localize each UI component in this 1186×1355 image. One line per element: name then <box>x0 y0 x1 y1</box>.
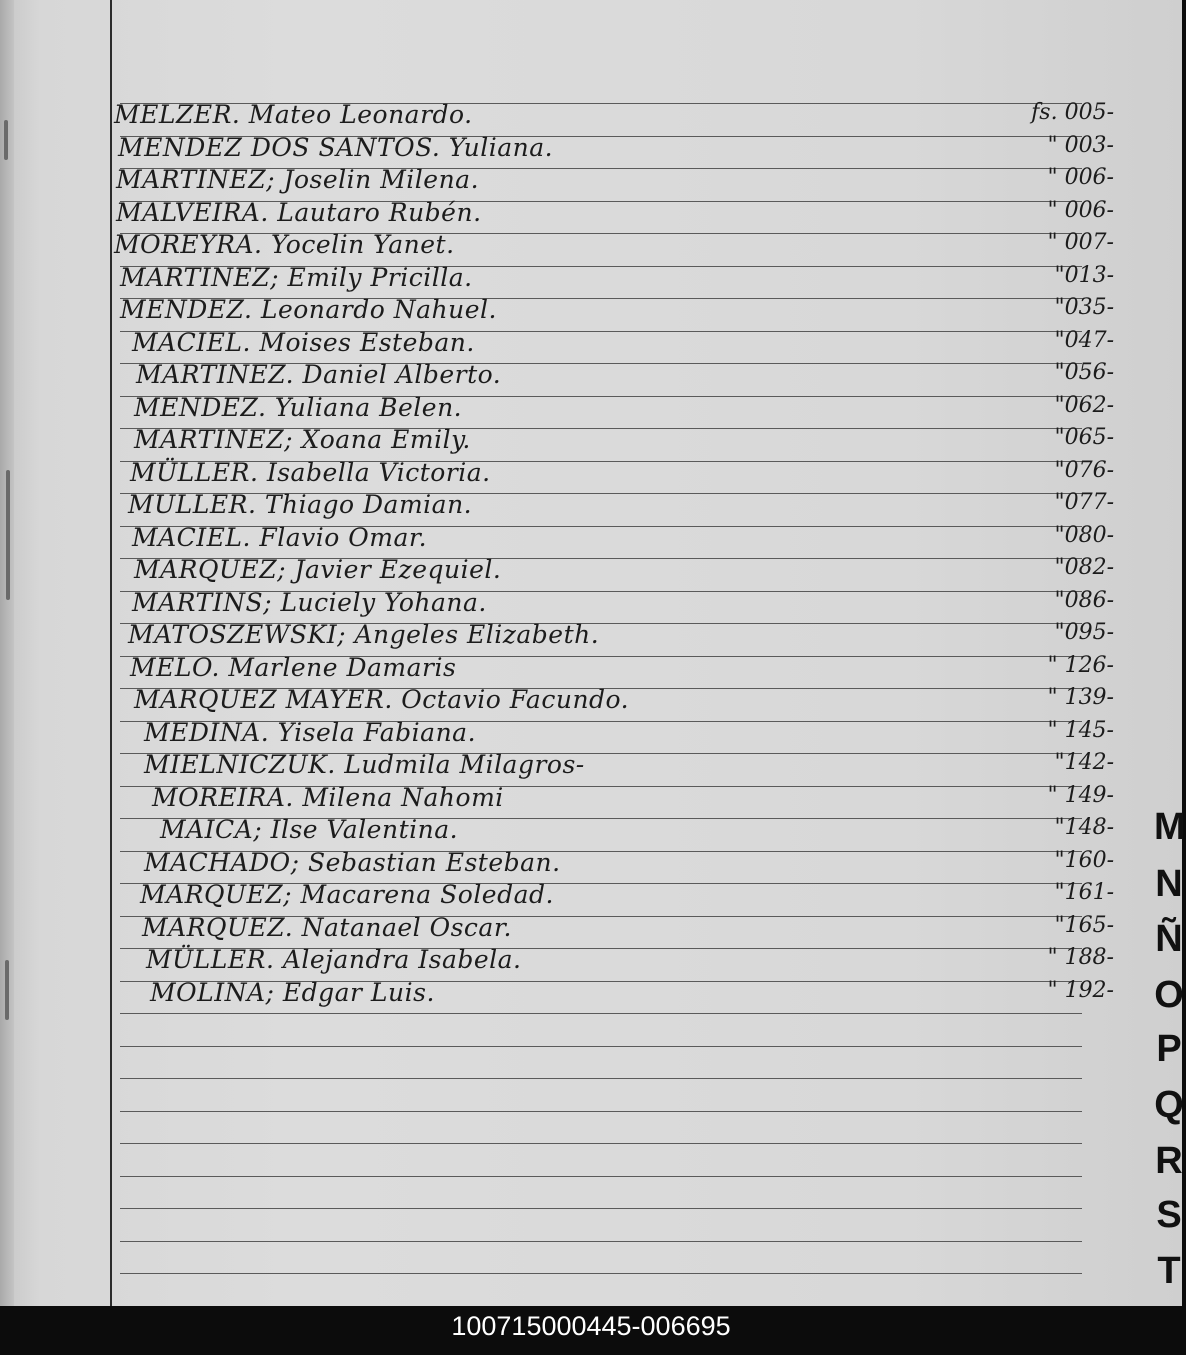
entry-name: MARTINEZ; Joselin Milena. <box>116 165 480 194</box>
index-tabs <box>1112 800 1186 1306</box>
ruled-line <box>120 1176 1082 1177</box>
list-item <box>146 945 1114 978</box>
entry-folio: "165- <box>1054 912 1114 938</box>
ruled-line <box>120 1078 1082 1079</box>
entry-folio: "080- <box>1054 522 1114 548</box>
entry-folio: " 188- <box>1047 945 1114 970</box>
entry-name: MULLER. Thiago Damian. <box>128 490 473 519</box>
index-tab-letter[interactable]: R <box>1155 1140 1183 1182</box>
entry-folio: " 006- <box>1047 197 1114 223</box>
binding-mark <box>5 960 9 1020</box>
entry-name: MALVEIRA. Lautaro Rubén. <box>116 197 482 227</box>
ruled-line <box>120 1208 1082 1209</box>
entry-name: MARQUEZ; Macarena Soledad. <box>140 880 554 909</box>
entry-name: MOLINA; Edgar Luis. <box>150 977 435 1007</box>
entry-folio: "056- <box>1054 360 1114 385</box>
ruled-line <box>120 1013 1082 1014</box>
entry-name: MARTINEZ; Xoana Emily. <box>134 425 471 454</box>
entry-folio: "013- <box>1054 262 1114 288</box>
entry-folio: "148- <box>1054 815 1114 840</box>
entry-name: MELO. Marlene Damaris <box>130 652 457 682</box>
entry-name: MENDEZ. Leonardo Nahuel. <box>120 295 497 324</box>
entry-name: MÜLLER. Isabella Victoria. <box>130 457 491 487</box>
ruled-line <box>120 1273 1082 1274</box>
list-item <box>134 393 1114 426</box>
entry-folio: "095- <box>1054 620 1114 645</box>
entry-folio: "065- <box>1054 425 1114 450</box>
entry-name: MÜLLER. Alejandra Isabela. <box>146 945 522 974</box>
list-item <box>114 100 1114 133</box>
entry-name: MIELNICZUK. Ludmila Milagros- <box>144 750 585 779</box>
list-item <box>130 653 1114 686</box>
index-tab-letter[interactable]: T <box>1157 1250 1181 1292</box>
index-tab-letter[interactable]: O <box>1154 974 1184 1016</box>
index-tab-letter[interactable]: Q <box>1154 1084 1184 1126</box>
entry-folio: " 003- <box>1047 132 1114 158</box>
list-item <box>128 620 1114 653</box>
entry-folio: " 007- <box>1047 230 1114 255</box>
list-item <box>120 263 1114 296</box>
list-item <box>144 750 1114 783</box>
entry-name: MELZER. Mateo Leonardo. <box>114 100 473 129</box>
ruled-line <box>120 1143 1082 1144</box>
entry-name: MACIEL. Flavio Omar. <box>132 522 428 552</box>
entry-folio: " 149- <box>1047 782 1114 808</box>
binding-edge <box>0 0 14 1306</box>
entry-folio: "142- <box>1054 750 1114 775</box>
index-tab-letter[interactable]: S <box>1156 1194 1182 1236</box>
entry-name: MATOSZEWSKI; Angeles Elizabeth. <box>128 620 600 649</box>
entry-folio: fs. 005- <box>1031 100 1114 125</box>
list-item <box>134 425 1114 458</box>
list-item <box>136 360 1114 393</box>
entry-name: MEDINA. Yisela Fabiana. <box>144 717 477 747</box>
list-item <box>120 295 1114 328</box>
ruled-line <box>120 1241 1082 1242</box>
list-item <box>116 198 1114 231</box>
index-tab-letter[interactable]: P <box>1156 1028 1182 1070</box>
entry-name: MACIEL. Moises Esteban. <box>132 327 475 357</box>
list-item <box>118 133 1114 166</box>
entry-folio: " 145- <box>1047 717 1114 743</box>
index-tab-letter[interactable]: Ñ <box>1155 918 1183 960</box>
entry-folio: " 126- <box>1047 652 1114 678</box>
entry-folio: " 006- <box>1047 165 1114 190</box>
entry-folio: "047- <box>1054 327 1114 353</box>
entry-name: MOREYRA. Yocelin Yanet. <box>114 230 455 259</box>
entry-name: MARQUEZ. Natanael Oscar. <box>142 912 512 942</box>
list-item <box>152 783 1114 816</box>
ruled-line <box>120 1046 1082 1047</box>
entry-folio: "076- <box>1054 457 1114 483</box>
entry-name: MARTINEZ. Daniel Alberto. <box>136 360 502 389</box>
entry-name: MENDEZ DOS SANTOS. Yuliana. <box>118 132 554 162</box>
entry-folio: "160- <box>1054 847 1114 873</box>
entry-name: MARTINS; Luciely Yohana. <box>132 587 487 617</box>
entry-name: MOREIRA. Milena Nahomi <box>152 782 504 812</box>
document-code: 100715000445-006695 <box>0 1306 1182 1355</box>
entry-folio: "086- <box>1054 587 1114 613</box>
list-item <box>142 913 1114 946</box>
list-item <box>132 328 1114 361</box>
entry-name: MENDEZ. Yuliana Belen. <box>134 392 463 422</box>
entry-name: MARQUEZ MAYER. Octavio Facundo. <box>134 685 630 714</box>
entry-name: MAICA; Ilse Valentina. <box>160 815 459 844</box>
entry-folio: " 139- <box>1047 685 1114 710</box>
margin-line <box>110 0 112 1306</box>
entry-folio: "062- <box>1054 392 1114 418</box>
entry-folio: " 192- <box>1047 977 1114 1003</box>
index-tab-letter[interactable]: N <box>1155 863 1183 905</box>
entry-name: MARTINEZ; Emily Pricilla. <box>120 262 473 292</box>
entry-name: MARQUEZ; Javier Ezequiel. <box>134 555 502 584</box>
list-item <box>144 718 1114 751</box>
list-item <box>132 523 1114 556</box>
entry-name: MACHADO; Sebastian Esteban. <box>144 847 561 877</box>
entry-folio: "082- <box>1054 555 1114 580</box>
list-item <box>144 848 1114 881</box>
entry-folio: "161- <box>1054 880 1114 905</box>
list-item <box>116 165 1114 198</box>
index-tab-letter[interactable]: M <box>1154 806 1186 848</box>
entry-folio: "035- <box>1054 295 1114 320</box>
binding-mark <box>4 120 8 160</box>
ruled-line <box>120 1111 1082 1112</box>
list-item <box>128 490 1114 523</box>
list-item <box>114 230 1114 263</box>
list-item <box>132 588 1114 621</box>
binding-mark <box>6 470 10 600</box>
list-item <box>140 880 1114 913</box>
list-item <box>134 555 1114 588</box>
list-item <box>134 685 1114 718</box>
list-item <box>130 458 1114 491</box>
list-item <box>160 815 1114 848</box>
entry-folio: "077- <box>1054 490 1114 515</box>
list-item <box>150 978 1114 1011</box>
